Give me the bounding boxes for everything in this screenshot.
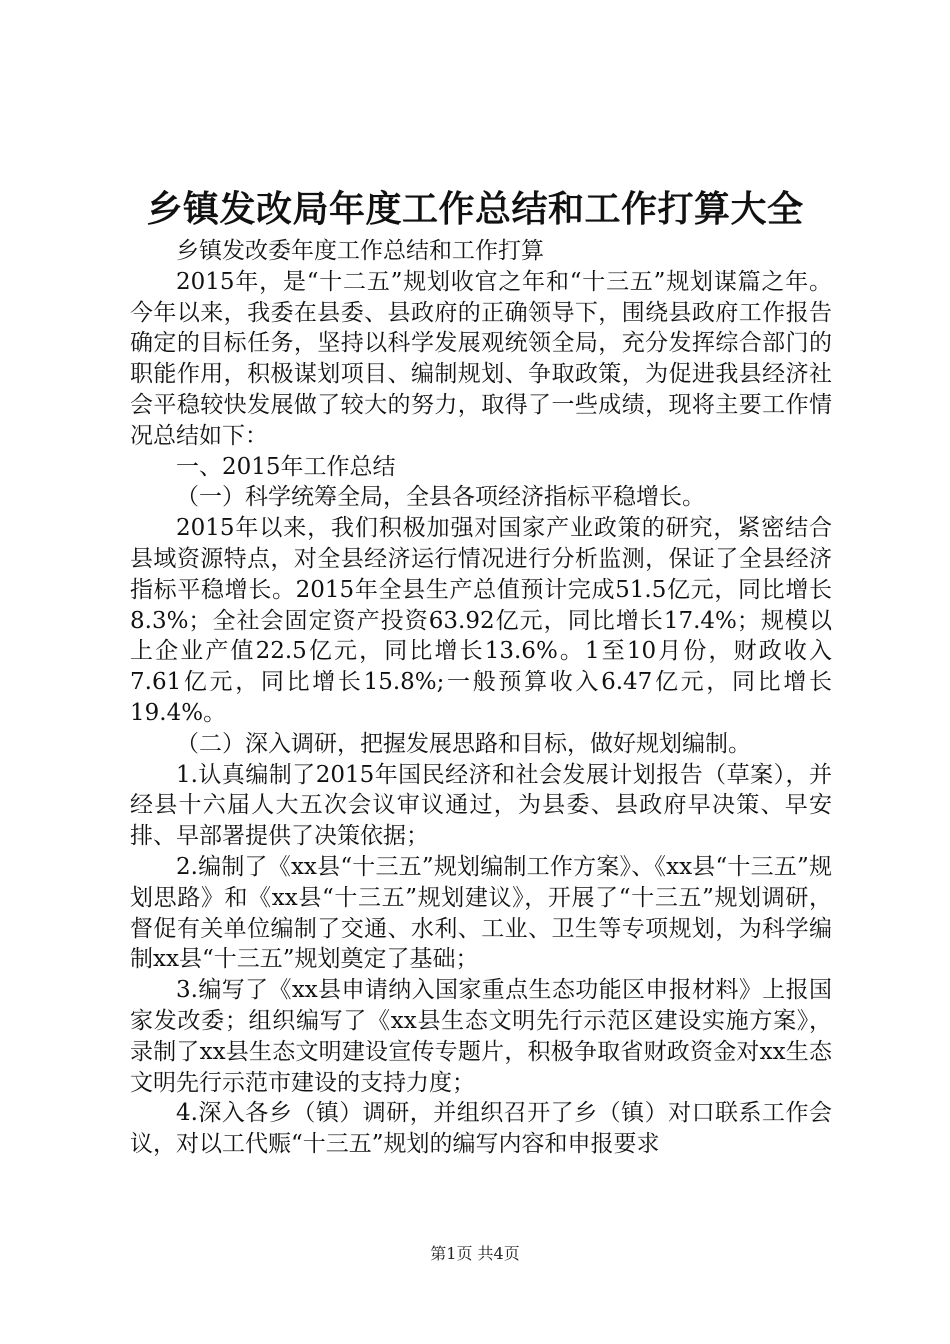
page-footer: 第1页 共4页 <box>430 1244 520 1263</box>
section-heading: 一、2015年工作总结 <box>176 453 396 480</box>
document-title: 乡镇发改局年度工作总结和工作打算大全 <box>146 189 804 230</box>
intro-paragraph: 2015年，是“十二五”规划收官之年和“十三五”规划谋篇之年。今年以来，我委在县委、县政府的正确领导下，围绕县政府工作报告确定的目标任务，坚持以科学发展观统领全局，充分发挥综合部门的职能作用，积极谋划项目、编制规划、争取政策，为促进我县经济社会平稳较快发展做了较大的努力，取得了一些成绩，现将主要工作情况总结如下： <box>130 268 832 449</box>
list-item: 4.深入各乡（镇）调研，并组织召开了乡（镇）对口联系工作会议，对以工代赈“十三五”规划的编写内容和申报要求 <box>130 1100 832 1158</box>
list-item: 1.认真编制了2015年国民经济和社会发展计划报告（草案），并经县十六届人大五次会议审议通过，为县委、县政府早决策、早安排、早部署提供了决策依据； <box>130 761 832 850</box>
document-body <box>130 236 832 1160</box>
list-item: 3.编写了《xx县申请纳入国家重点生态功能区申报材料》上报国家发改委；组织编写了《xx县生态文明先行示范区建设实施方案》，录制了xx县生态文明建设宣传专题片，积极争取省财政资金对xx生态文明先行示范市建设的支持力度； <box>130 977 832 1096</box>
subtitle-paragraph: 乡镇发改委年度工作总结和工作打算 <box>176 238 544 264</box>
subsection-heading: （二）深入调研，把握发展思路和目标，做好规划编制。 <box>176 730 751 757</box>
list-item: 2.编制了《xx县“十三五”规划编制工作方案》、《xx县“十三五”规划思路》和《xx县“十三五”规划建议》，开展了“十三五”规划调研，督促有关单位编制了交通、水利、工业、卫生等专项规划，为科学编制xx县“十三五”规划奠定了基础； <box>130 853 832 973</box>
subsection-heading: （一）科学统筹全局，全县各项经济指标平稳增长。 <box>176 484 705 511</box>
body-paragraph: 2015年以来，我们积极加强对国家产业政策的研究，紧密结合县域资源特点，对全县经济运行情况进行分析监测，保证了全县经济指标平稳增长。2015年全县生产总值预计完成51.5亿元，同比增长8.3%；全社会固定资产投资63.92亿元，同比增长17.4%；规模以上企业产值22.5亿元，同比增长13.6%。1至10月份，财政收入7.61亿元，同比增长15.8%;一般预算收入6.47亿元，同比增长19.4%。 <box>130 515 832 726</box>
